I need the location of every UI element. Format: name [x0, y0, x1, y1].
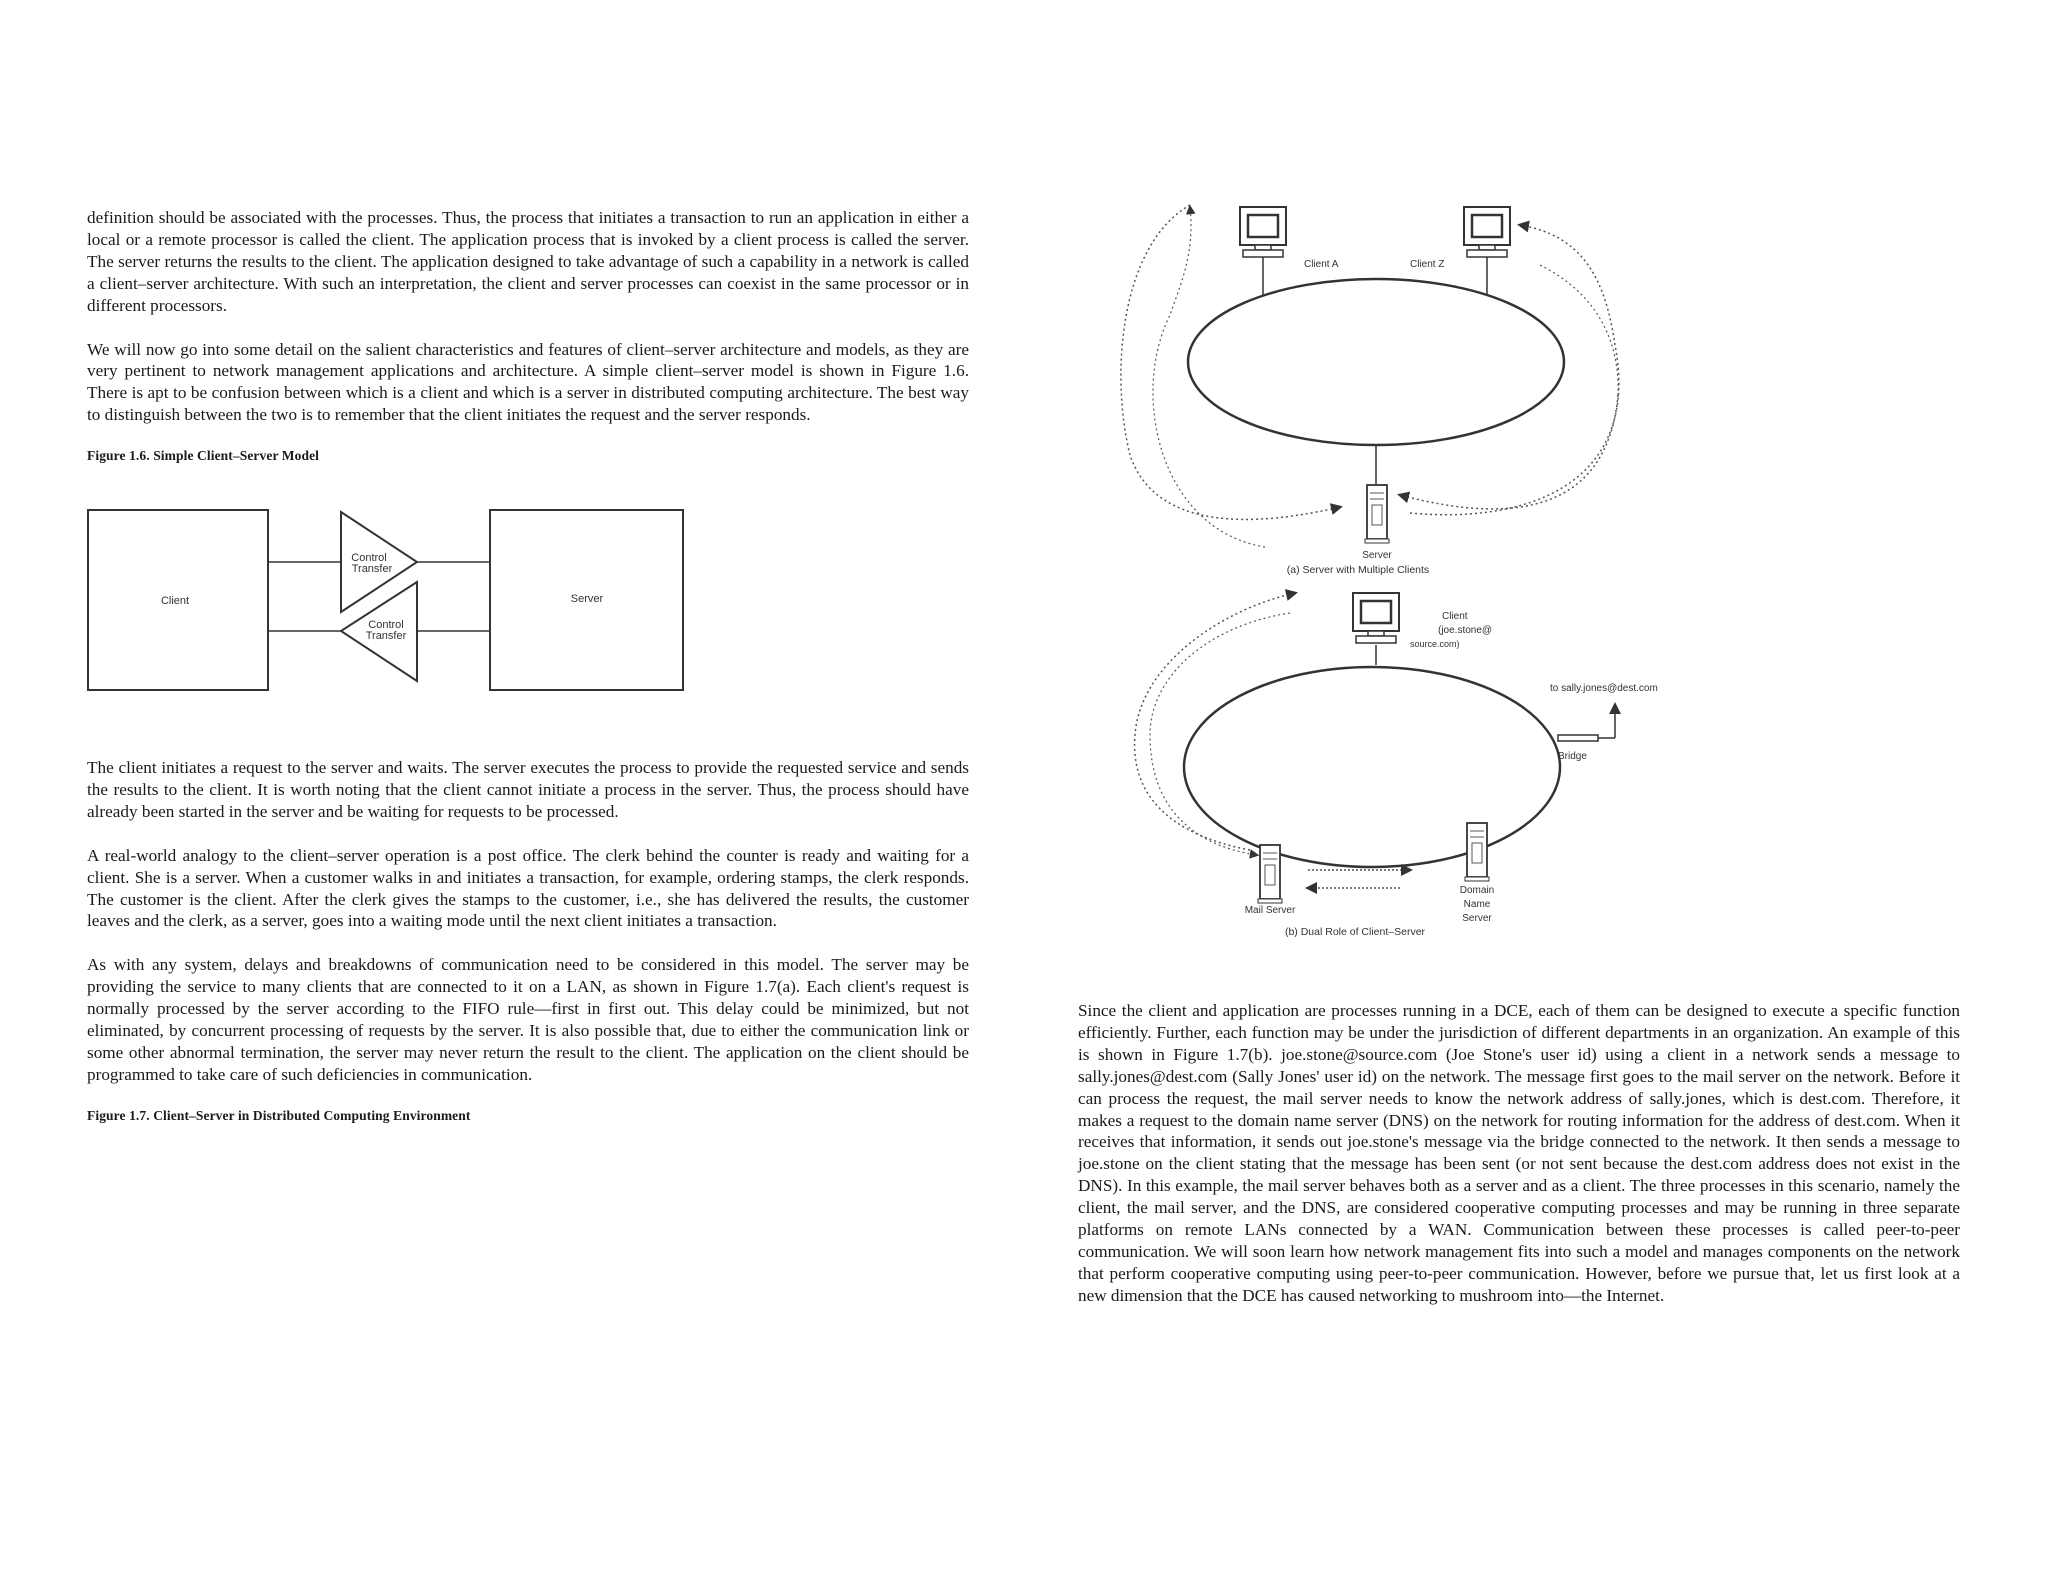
- bottom-triangle-label-line1: Control: [368, 619, 404, 631]
- paragraph-client-server-characteristics: We will now go into some detail on the salient characteristics and features of client–server architecture and models, as they are very pertinent to network management applications and architecture. A simple client–server model is shown in Figure 1.6. There is apt to be confusion between which is a client and which is a server in distributed computing architecture. The best way to distinguish between the two is to remember that the client initiates the request and the server responds.: [87, 339, 969, 425]
- bridge-icon: [1558, 735, 1598, 741]
- client-computer-icon: [1353, 593, 1399, 643]
- dual-role-client-server: [1135, 593, 1658, 938]
- bottom-triangle-label-line2: Transfer: [365, 630, 407, 642]
- dns-label-line3: Server: [1462, 913, 1492, 924]
- client-z-label: Client Z: [1410, 259, 1445, 270]
- mail-server-icon: [1258, 845, 1282, 903]
- server-label: Server: [1362, 550, 1392, 561]
- paragraph-client-definition: definition should be associated with the processes. Thus, the process that initiates a transaction to run an application in either a local or a remote processor is called the client. The application process that is invoked by a client process is called the server. The server returns the results to the client. The application designed to take advantage of such a capability in a network is called a client–server architecture. With such an interpretation, the client and server processes can coexist in the same processor or in different processors.: [87, 208, 969, 315]
- figure-1-6-caption: Figure 1.6. Simple Client–Server Model: [87, 448, 320, 464]
- right-column: [1078, 1000, 1960, 1329]
- left-column: [87, 207, 969, 464]
- to-address-label: to sally.jones@dest.com: [1550, 683, 1658, 694]
- figure-1-6-diagram: [87, 507, 687, 697]
- client-b-label: Client: [1442, 611, 1468, 622]
- client-address-line1: (joe.stone@: [1438, 625, 1493, 636]
- paragraph-dce-processes: Since the client and application are processes running in a DCE, each of them can be designed to execute a specific function efficiently. Further, each function may be under the jurisdiction of different departments in an organization. An example of this is shown in Figure 1.7(b). joe.stone@source.com (Joe Stone's user id) using a client in a network sends a message to sally.jones@dest.com (Sally Jones' user id) on the network. The message first goes to the mail server on the network. Before it can process the request, the mail server needs to know the network address of sally.jones, which is dest.com. Therefore, it makes a request to the domain name server (DNS) on the network for routing information for the address of dest.com. When it receives that information, it sends out joe.stone's message via the bridge connected to the network. It then sends a message to joe.stone on the client stating that the message has been sent (or not sent because the dest.com address does not exist in the DNS). In this example, the mail server behaves both as a server and as a client. The three processes in this scenario, namely the client, the mail server, and the DNS, are considered cooperative computing processes and may be running in three separate platforms on remote LANs connected by a WAN. Communication between these processes is called peer-to-peer communication. We will soon learn how network management fits into such a model and manages components on the network that perform cooperative computing using peer-to-peer communication. However, before we pursue that, let us first look at a new dimension that the DCE has caused networking to mushroom into—the Internet.: [1078, 1001, 1960, 1305]
- client-a-computer-icon: [1240, 207, 1286, 257]
- paragraph-delays-breakdowns: As with any system, delays and breakdowns of communication need to be considered in this model. The server may be providing the service to many clients that are connected to it on a LAN, as shown in Figure 1.7(a). Each client's request is normally processed by the server according to the FIFO rule—first in first out. This delay could be minimized, but not eliminated, by concurrent processing of requests by the server. It is also possible that, due to either the communication link or some other abnormal termination, the server may never return the result to the client. The application on the client should be programmed to take care of such deficiencies in communication.: [87, 955, 969, 1084]
- server-with-multiple-clients: [1121, 205, 1619, 576]
- paragraph-post-office-analogy: A real-world analogy to the client–server operation is a post office. The clerk behind the counter is ready and waiting for a client. She is a server. When a customer walks in and initiates a transaction, for example, ordering stamps, the clerk responds. The customer is the client. After the clerk gives the stamps to the customer, i.e., she has delivered the results, the customer leaves and the clerk, as a server, goes into a waiting mode until the next client initiates a transaction.: [87, 845, 969, 931]
- left-column-lower: [87, 757, 969, 1124]
- client-a-label: Client A: [1304, 259, 1339, 270]
- figure-1-7-diagram: [1070, 195, 1710, 945]
- paragraph-client-waits: The client initiates a request to the server and waits. The server executes the process to provide the requested service and sends the results to the client. It is worth noting that the client cannot initiate a process in the server. Thus, the process should have already been started in the server and be waiting for requests to be processed.: [87, 758, 969, 821]
- client-z-computer-icon: [1464, 207, 1510, 257]
- bridge-label: Bridge: [1558, 751, 1587, 762]
- domain-name-server-icon: [1465, 823, 1489, 881]
- lan-ring-a: [1188, 279, 1564, 445]
- caption-b: (b) Dual Role of Client–Server: [1284, 926, 1426, 938]
- dns-label-line2: Name: [1463, 899, 1491, 910]
- top-triangle-label-line1: Control: [351, 552, 387, 564]
- top-triangle-label-line2: Transfer: [351, 563, 393, 575]
- lan-ring-b: [1184, 667, 1560, 867]
- dns-label-line1: Domain: [1459, 885, 1495, 896]
- mail-server-label: Mail Server: [1244, 905, 1296, 916]
- server-box-label: Server: [570, 593, 604, 605]
- server-tower-icon: [1365, 485, 1389, 543]
- caption-a: (a) Server with Multiple Clients: [1286, 564, 1430, 576]
- client-address-line2: source.com): [1410, 639, 1460, 649]
- client-box-label: Client: [160, 595, 190, 607]
- figure-1-7-caption: Figure 1.7. Client–Server in Distributed Computing Environment: [87, 1107, 471, 1123]
